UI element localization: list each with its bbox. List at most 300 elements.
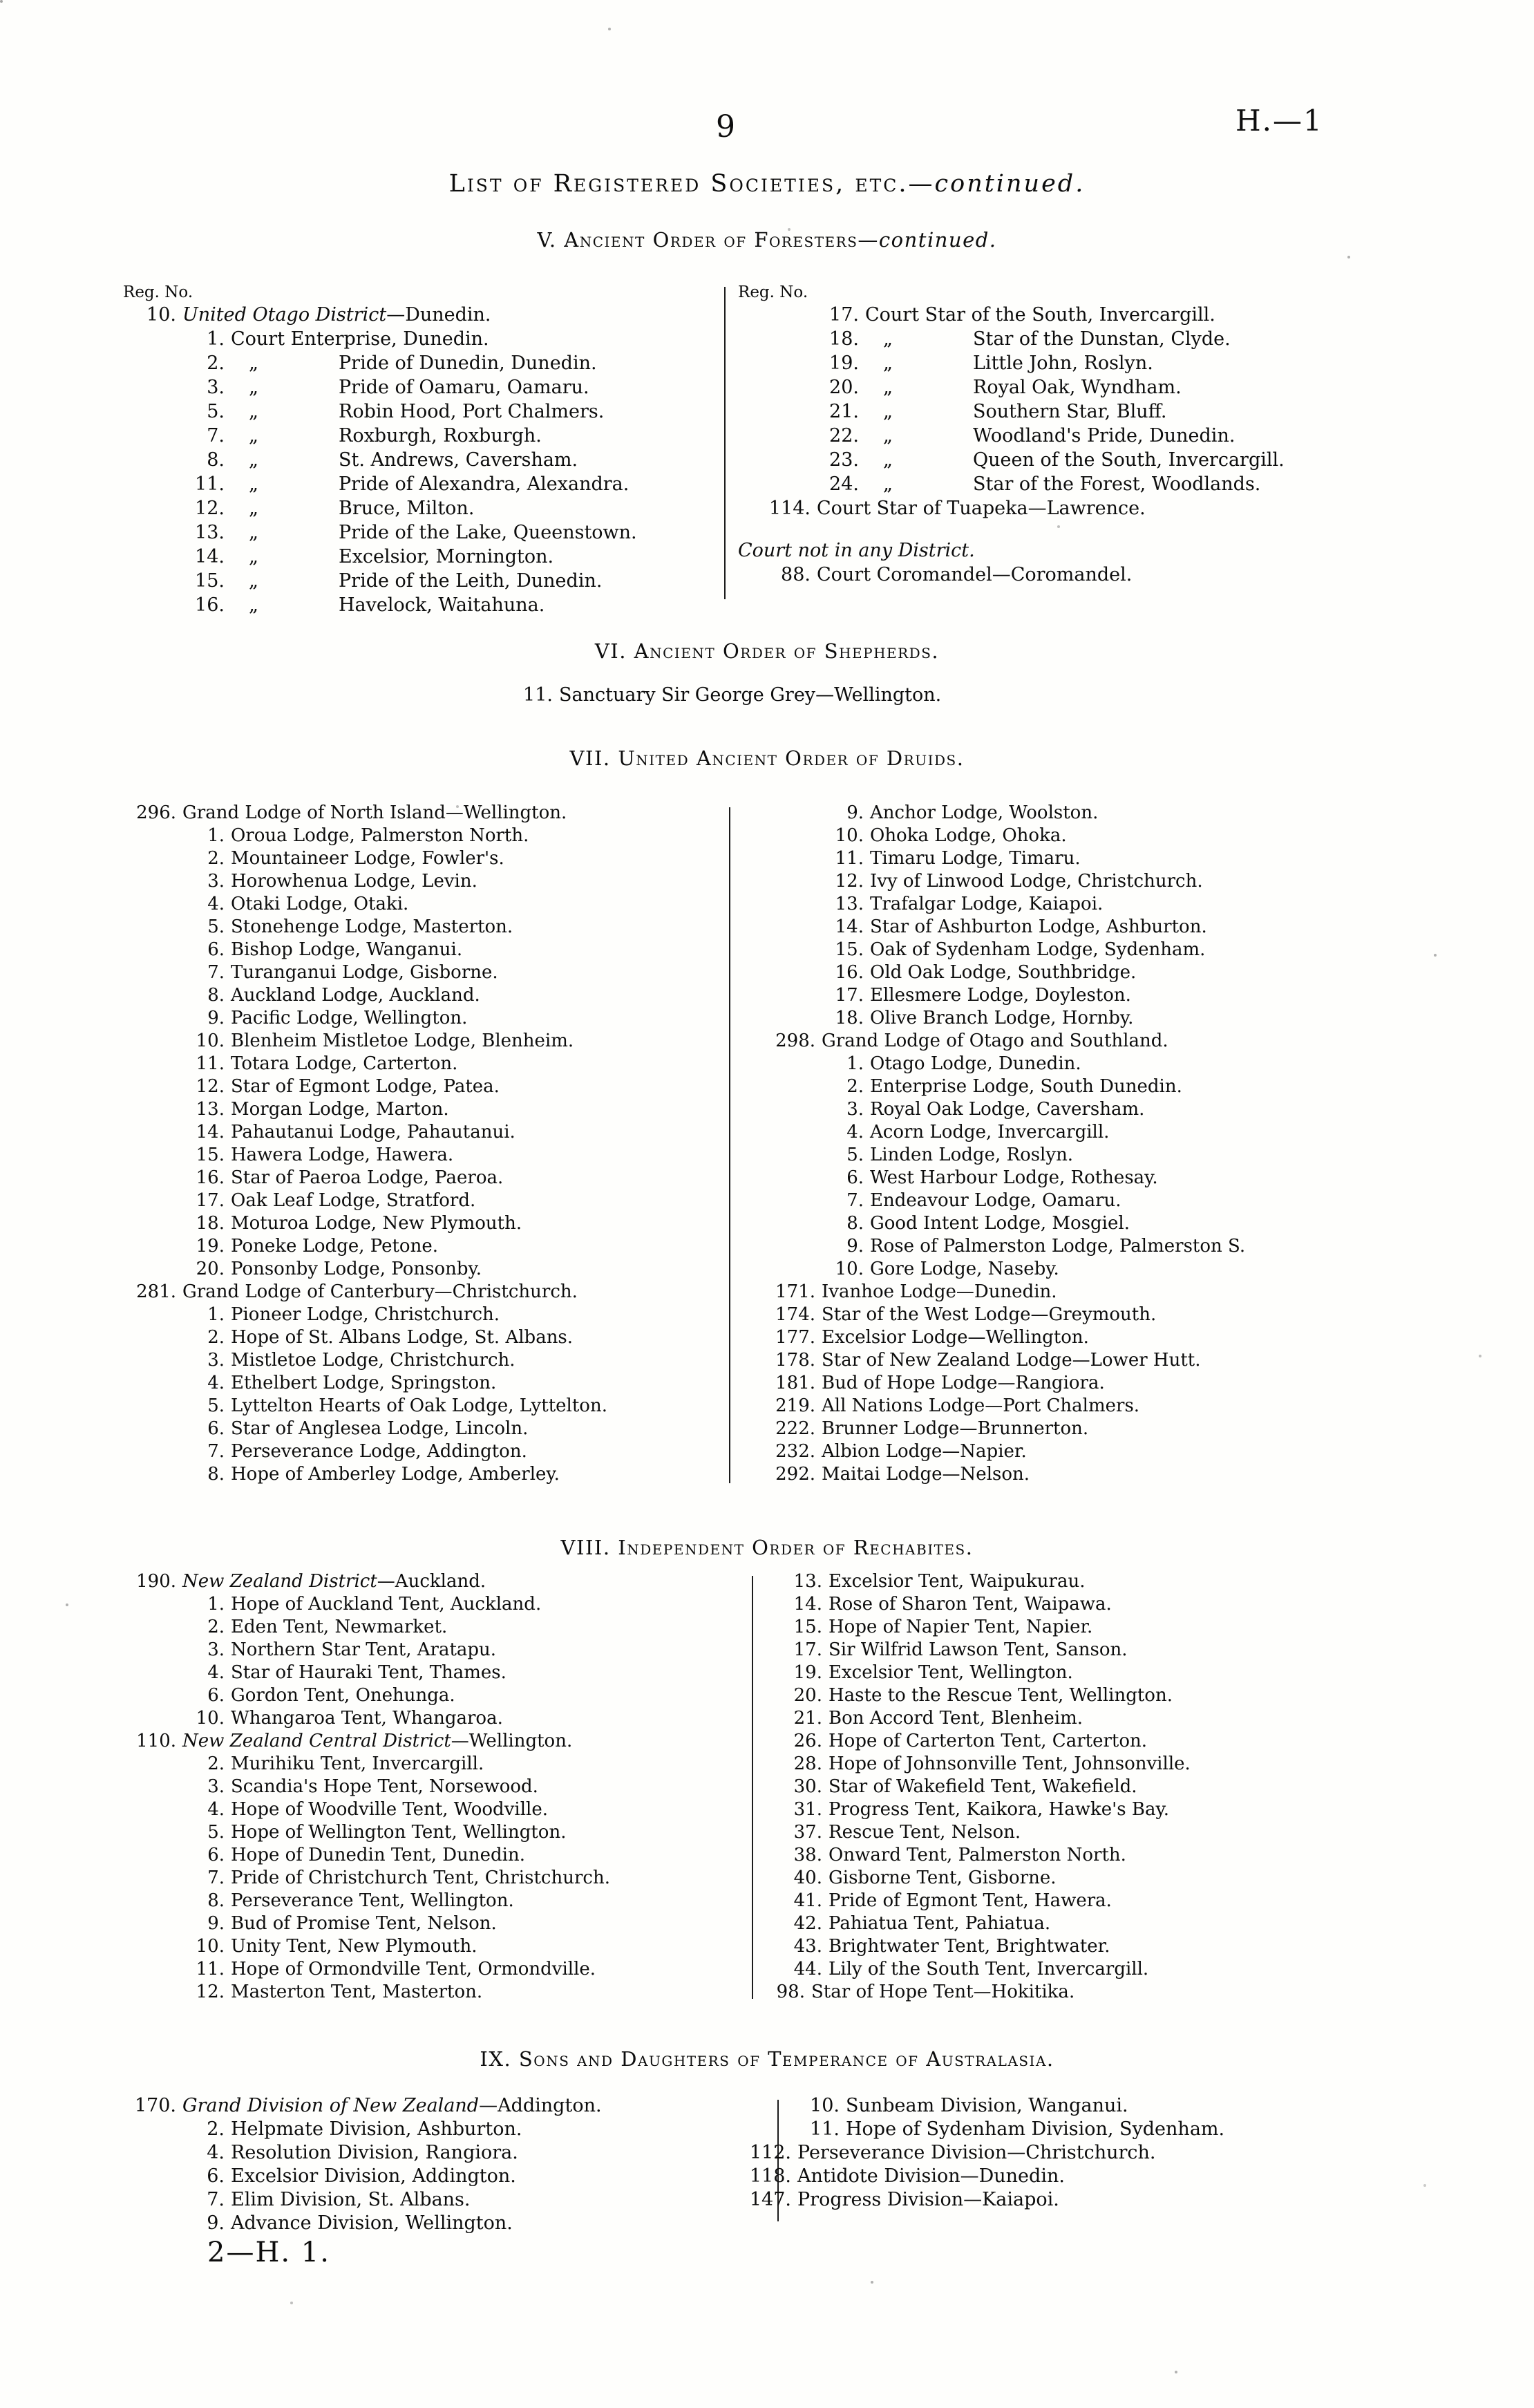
- entry-text: Pacific Lodge, Wellington.: [231, 1008, 468, 1028]
- entry-text: Gisborne Tent, Gisborne.: [828, 1868, 1057, 1888]
- list-item: [104, 1890, 610, 1912]
- entry-text: Bon Accord Tent, Blenheim.: [828, 1708, 1083, 1729]
- list-item: [743, 939, 1245, 961]
- entry-number: 9.: [846, 1236, 864, 1257]
- list-item: [104, 1258, 607, 1281]
- italic-note: [738, 538, 1285, 563]
- entry-number: 7.: [207, 1868, 225, 1888]
- entry-text: Olive Branch Lodge, Hornby.: [870, 1008, 1134, 1028]
- entry-text: Endeavour Lodge, Oamaru.: [870, 1190, 1121, 1211]
- entry-number: 177.: [775, 1327, 815, 1348]
- entry-text: Bud of Promise Tent, Nelson.: [231, 1913, 497, 1934]
- entry-text: Court Enterprise, Dunedin.: [231, 328, 489, 350]
- entry-text: Linden Lodge, Roslyn.: [870, 1145, 1074, 1165]
- entry-number: 3.: [207, 1350, 225, 1371]
- column-divider: [729, 807, 730, 1483]
- list-item: [104, 593, 637, 617]
- list-item: [104, 2212, 602, 2235]
- entry-number: 20.: [829, 377, 859, 398]
- list-item: [738, 303, 1285, 327]
- entry-text: Anchor Lodge, Woolston.: [870, 802, 1099, 823]
- entry-text: Ivy of Linwood Lodge, Christchurch.: [870, 871, 1203, 892]
- entry-text: Excelsior Tent, Waipukurau.: [828, 1571, 1086, 1592]
- list-item: [743, 1144, 1245, 1167]
- entry-number: 8.: [207, 1890, 225, 1911]
- list-item: [732, 1730, 1191, 1753]
- ditto-mark: „: [883, 377, 893, 398]
- list-item: [743, 1053, 1245, 1075]
- list-item: [104, 1326, 607, 1349]
- entry-number: 3.: [207, 1776, 225, 1797]
- entry-text: Rose of Sharon Tent, Waipawa.: [828, 1594, 1112, 1615]
- entry-number: 14.: [835, 916, 864, 937]
- entry-text: Horowhenua Lodge, Levin.: [231, 871, 477, 892]
- list-item: [104, 1349, 607, 1372]
- list-item: [104, 1075, 607, 1098]
- entry-text: Hope of Wellington Tent, Wellington.: [231, 1822, 567, 1843]
- ditto-mark: „: [883, 425, 893, 446]
- entry-text: Bud of Hope Lodge—Rangiora.: [822, 1373, 1105, 1393]
- entry-number: 2.: [207, 848, 225, 869]
- list-item: [104, 1753, 610, 1776]
- entry-text: Excelsior, Mornington.: [339, 546, 554, 567]
- entry-text: Otago Lodge, Dunedin.: [870, 1053, 1081, 1074]
- list-item: [104, 2165, 602, 2188]
- entry-number: 147.: [749, 2189, 791, 2210]
- entry-text: Grand Lodge of Otago and Southland.: [822, 1031, 1168, 1051]
- entry-text: Queen of the South, Invercargill.: [973, 449, 1285, 471]
- list-item: [743, 1395, 1245, 1418]
- entry-text: Bishop Lodge, Wanganui.: [231, 939, 463, 960]
- entry-text: Resolution Division, Rangiora.: [231, 2142, 518, 2163]
- list-item: [732, 1616, 1191, 1639]
- entry-text: Star of Ashburton Lodge, Ashburton.: [870, 916, 1207, 937]
- entry-text: Royal Oak, Wyndham.: [973, 377, 1182, 398]
- entry-number: 44.: [793, 1959, 822, 1979]
- list-item: [104, 1639, 610, 1662]
- entry-text: Antidote Division—Dunedin.: [797, 2165, 1065, 2187]
- entry-number: 4.: [207, 1373, 225, 1393]
- list-item: [104, 1144, 607, 1167]
- list-item: [732, 1821, 1191, 1844]
- list-item: [743, 1418, 1245, 1440]
- entry-number: 9.: [846, 802, 864, 823]
- entry-text: St. Andrews, Caversham.: [339, 449, 578, 471]
- list-item: [732, 1912, 1191, 1935]
- entry-text: Grand Lodge of Canterbury—Christchurch.: [182, 1281, 578, 1302]
- list-item: [719, 2094, 1224, 2118]
- entry-number: 7.: [207, 1441, 225, 1462]
- entry-text: Mountaineer Lodge, Fowler's.: [231, 848, 504, 869]
- entry-text: Hope of Woodville Tent, Woodville.: [231, 1799, 548, 1820]
- entry-text: Court Star of Tuapeka—Lawrence.: [817, 498, 1146, 519]
- entry-text: Timaru Lodge, Timaru.: [870, 848, 1081, 869]
- list-item: [732, 1867, 1191, 1890]
- entry-text: Southern Star, Bluff.: [973, 401, 1167, 422]
- list-item: [743, 961, 1245, 984]
- list-item: [104, 1662, 610, 1684]
- foresters-right-list: [738, 303, 1285, 587]
- entry-text: Hawera Lodge, Hawera.: [231, 1145, 454, 1165]
- list-item: [104, 1167, 607, 1189]
- list-item: [732, 1958, 1191, 1981]
- entry-number: 5.: [207, 1395, 225, 1416]
- list-item: [732, 1890, 1191, 1912]
- entry-number: 4.: [846, 1122, 864, 1142]
- entry-number: 14.: [195, 546, 225, 567]
- entry-text: Brunner Lodge—Brunnerton.: [822, 1418, 1089, 1439]
- entry-text: Pride of Christchurch Tent, Christchurch.: [231, 1868, 610, 1888]
- ditto-mark: „: [249, 449, 258, 471]
- entry-text: Trafalgar Lodge, Kaiapoi.: [870, 894, 1104, 914]
- shepherds-entry: [480, 683, 941, 707]
- signature-footnote: 2—H. 1.: [207, 2237, 330, 2268]
- list-item: [732, 1570, 1191, 1593]
- entry-text: Hope of Ormondville Tent, Ormondville.: [231, 1959, 596, 1979]
- entry-text: Totara Lodge, Carterton.: [231, 1053, 458, 1074]
- entry-number: 21.: [793, 1708, 822, 1729]
- list-item: [104, 2094, 602, 2118]
- section-heading-shepherds: VI. Ancient Order of Shepherds.: [594, 639, 940, 663]
- list-item: [104, 545, 637, 569]
- entry-number: 11.: [835, 848, 864, 869]
- entry-number: 1.: [207, 1304, 225, 1325]
- ditto-mark: „: [249, 546, 258, 567]
- entry-text: Star of the Dunstan, Clyde.: [973, 328, 1231, 350]
- entry-text: Star of New Zealand Lodge—Lower Hutt.: [822, 1350, 1201, 1371]
- list-item: [732, 1844, 1191, 1867]
- list-item: [104, 327, 637, 351]
- entry-text: Onward Tent, Palmerston North.: [828, 1845, 1126, 1865]
- entry-number: 3.: [207, 871, 225, 892]
- entry-text: Sir Wilfrid Lawson Tent, Sanson.: [828, 1639, 1128, 1660]
- entry-number: 16.: [835, 962, 864, 983]
- list-item: [732, 1707, 1191, 1730]
- entry-text: Stonehenge Lodge, Masterton.: [231, 916, 513, 937]
- entry-text: Helpmate Division, Ashburton.: [231, 2118, 522, 2140]
- entry-number: 98.: [776, 1982, 805, 2002]
- shepherds-list: [480, 683, 941, 707]
- rechabites-right-column: [732, 1570, 1191, 2004]
- page-title-main: List of Registered Societies, etc.—: [448, 170, 935, 198]
- list-item: [104, 1440, 607, 1463]
- list-item: [104, 1844, 610, 1867]
- entry-text: Perseverance Tent, Wellington.: [231, 1890, 514, 1911]
- entry-number: 88.: [781, 564, 811, 585]
- entry-text: New Zealand Central District—Wellington.: [182, 1731, 573, 1751]
- entry-text: Little John, Roslyn.: [973, 352, 1153, 374]
- entry-text: Good Intent Lodge, Mosgiel.: [870, 1213, 1130, 1234]
- entry-number: 2.: [207, 1753, 225, 1774]
- list-item: [743, 1440, 1245, 1463]
- entry-number: 7.: [207, 2189, 225, 2210]
- entry-number: 15.: [195, 570, 225, 592]
- entry-number: 6.: [207, 1685, 225, 1706]
- entry-text: Pioneer Lodge, Christchurch.: [231, 1304, 500, 1325]
- entry-number: 5.: [846, 1145, 864, 1165]
- entry-text: Murihiku Tent, Invercargill.: [231, 1753, 484, 1774]
- entry-text: Mistletoe Lodge, Christchurch.: [231, 1350, 515, 1371]
- list-item: [104, 1212, 607, 1235]
- entry-text: Oak of Sydenham Lodge, Sydenham.: [870, 939, 1206, 960]
- entry-number: 1.: [207, 328, 225, 350]
- list-item: [743, 1030, 1245, 1053]
- entry-number: 2.: [207, 2118, 225, 2140]
- section-heading-foresters: V. Ancient Order of Foresters—continued.: [537, 228, 997, 252]
- entry-text: Ivanhoe Lodge—Dunedin.: [822, 1281, 1057, 1302]
- entry-number: 20.: [793, 1685, 822, 1706]
- list-item: [738, 448, 1285, 472]
- entry-text: Unity Tent, New Plymouth.: [231, 1936, 477, 1957]
- entry-number: 170.: [134, 2095, 176, 2116]
- entry-text: Star of the West Lodge—Greymouth.: [822, 1304, 1157, 1325]
- entry-text: Hope of Auckland Tent, Auckland.: [231, 1594, 542, 1615]
- entry-text: Progress Tent, Kaikora, Hawke's Bay.: [828, 1799, 1169, 1820]
- entry-number: 17.: [793, 1639, 822, 1660]
- entry-text: Whangaroa Tent, Whangaroa.: [231, 1708, 503, 1729]
- list-item: [719, 2118, 1224, 2141]
- list-item: [104, 1189, 607, 1212]
- entry-number: 7.: [207, 962, 225, 983]
- entry-text: Ponsonby Lodge, Ponsonby.: [231, 1259, 482, 1279]
- entry-text: Robin Hood, Port Chalmers.: [339, 401, 605, 422]
- entry-text: Perseverance Division—Christchurch.: [797, 2142, 1156, 2163]
- entry-number: 31.: [793, 1799, 822, 1820]
- list-item: [738, 399, 1285, 424]
- temperance-left-column: [104, 2094, 602, 2235]
- entry-number: 37.: [793, 1822, 822, 1843]
- entry-number: 40.: [793, 1868, 822, 1888]
- entry-number: 3.: [846, 1099, 864, 1120]
- entry-text: Lyttelton Hearts of Oak Lodge, Lyttelton.: [231, 1395, 607, 1416]
- list-item: [743, 1372, 1245, 1395]
- list-item: [104, 1958, 610, 1981]
- entry-text: Hope of Carterton Tent, Carterton.: [828, 1731, 1147, 1751]
- entry-number: 12.: [196, 1982, 225, 2002]
- list-item: [732, 1981, 1191, 2004]
- column-divider: [724, 287, 726, 599]
- entry-number: 6.: [207, 1418, 225, 1439]
- entry-number: 112.: [749, 2142, 791, 2163]
- list-item: [719, 2165, 1224, 2188]
- list-item: [104, 825, 607, 847]
- list-item: [104, 1684, 610, 1707]
- ditto-mark: „: [883, 401, 893, 422]
- entry-number: 11.: [195, 473, 225, 495]
- ditto-mark: „: [249, 352, 258, 374]
- entry-number: 219.: [775, 1395, 815, 1416]
- entry-text: Royal Oak Lodge, Caversham.: [870, 1099, 1145, 1120]
- list-item: [104, 847, 607, 870]
- entry-number: 2.: [207, 352, 225, 374]
- ditto-mark: „: [249, 522, 258, 543]
- entry-number: 16.: [196, 1167, 225, 1188]
- list-item: [104, 2188, 602, 2212]
- rechabites-right-list: [732, 1570, 1191, 2004]
- list-item: [732, 1684, 1191, 1707]
- list-item: [104, 351, 637, 375]
- list-item: [743, 1463, 1245, 1486]
- entry-text: Star of Anglesea Lodge, Lincoln.: [231, 1418, 529, 1439]
- list-item: [104, 375, 637, 399]
- entry-text: Otaki Lodge, Otaki.: [231, 894, 409, 914]
- entry-text: Lily of the South Tent, Invercargill.: [828, 1959, 1149, 1979]
- entry-text: Grand Lodge of North Island—Wellington.: [182, 802, 567, 823]
- list-item: [743, 870, 1245, 893]
- entry-number: 190.: [136, 1571, 176, 1592]
- entry-number: 10.: [810, 2095, 840, 2116]
- entry-text: Hope of St. Albans Lodge, St. Albans.: [231, 1327, 574, 1348]
- entry-number: 292.: [775, 1464, 815, 1485]
- list-item: [104, 569, 637, 593]
- entry-number: 7.: [846, 1190, 864, 1211]
- entry-number: 114.: [768, 498, 811, 519]
- entry-number: 1.: [846, 1053, 864, 1074]
- list-item: [743, 984, 1245, 1007]
- entry-text: Blenheim Mistletoe Lodge, Blenheim.: [231, 1031, 574, 1051]
- list-item: [104, 1616, 610, 1639]
- list-item: [104, 1418, 607, 1440]
- entry-text: Star of Wakefield Tent, Wakefield.: [828, 1776, 1137, 1797]
- list-item: [719, 2141, 1224, 2165]
- list-item: [104, 1935, 610, 1958]
- entry-number: 5.: [207, 1822, 225, 1843]
- entry-text: Albion Lodge—Napier.: [822, 1441, 1027, 1462]
- entry-number: 3.: [207, 377, 225, 398]
- entry-text: Northern Star Tent, Aratapu.: [231, 1639, 497, 1660]
- list-item: [104, 1707, 610, 1730]
- entry-number: 13.: [793, 1571, 822, 1592]
- entry-number: 18.: [829, 328, 859, 350]
- entry-text: Pride of Egmont Tent, Hawera.: [828, 1890, 1112, 1911]
- entry-text: Pride of the Lake, Queenstown.: [339, 522, 637, 543]
- document-reference: H.—1: [1235, 104, 1323, 138]
- foresters-right-column: [738, 282, 1285, 587]
- list-item: [104, 424, 637, 448]
- list-item: [104, 1007, 607, 1030]
- list-item: [104, 1798, 610, 1821]
- entry-text: Moturoa Lodge, New Plymouth.: [231, 1213, 522, 1234]
- list-item: [732, 1639, 1191, 1662]
- entry-number: 7.: [207, 425, 225, 446]
- list-item: [104, 1867, 610, 1890]
- list-item: [104, 303, 637, 327]
- list-item: [738, 375, 1285, 399]
- entry-number: 22.: [829, 425, 859, 446]
- entry-text: Grand Division of New Zealand—Addington.: [182, 2095, 602, 2116]
- entry-number: 19.: [829, 352, 859, 374]
- list-item: [738, 327, 1285, 351]
- entry-number: 18.: [835, 1008, 864, 1028]
- entry-number: 9.: [207, 1008, 225, 1028]
- list-item: [743, 1281, 1245, 1304]
- scan-speckles: [0, 0, 3, 3]
- list-item: [719, 2188, 1224, 2212]
- entry-text: United Otago District—Dunedin.: [182, 304, 491, 326]
- entry-text: Star of Egmont Lodge, Patea.: [231, 1076, 500, 1097]
- entry-text: Masterton Tent, Masterton.: [231, 1982, 483, 2002]
- list-item: [732, 1776, 1191, 1798]
- entry-text: Progress Division—Kaiapoi.: [797, 2189, 1059, 2210]
- entry-number: 118.: [749, 2165, 791, 2187]
- list-item: [104, 2141, 602, 2165]
- entry-number: 178.: [775, 1350, 815, 1371]
- entry-number: 6.: [846, 1167, 864, 1188]
- list-item: [732, 1593, 1191, 1616]
- entry-text: Enterprise Lodge, South Dunedin.: [870, 1076, 1182, 1097]
- rechabites-left-column: [104, 1570, 610, 2004]
- entry-number: 19.: [793, 1662, 822, 1683]
- entry-number: 110.: [136, 1731, 176, 1751]
- entry-text: Pride of Dunedin, Dunedin.: [339, 352, 597, 374]
- entry-text: Sanctuary Sir George Grey—Wellington.: [559, 684, 942, 706]
- entry-number: 21.: [829, 401, 859, 422]
- list-item: [104, 939, 607, 961]
- entry-number: 41.: [793, 1890, 822, 1911]
- section-heading-rechabites: VIII. Independent Order of Rechabites.: [560, 1536, 974, 1559]
- entry-number: 13.: [195, 522, 225, 543]
- list-item: [104, 1821, 610, 1844]
- temperance-right-list: [719, 2094, 1224, 2212]
- ditto-mark: „: [883, 352, 893, 374]
- entry-text: Hope of Johnsonville Tent, Johnsonville.: [828, 1753, 1191, 1774]
- entry-number: 11.: [196, 1053, 225, 1074]
- list-item: [104, 1030, 607, 1053]
- entry-text: Pride of Oamaru, Oamaru.: [339, 377, 589, 398]
- list-item: [104, 1053, 607, 1075]
- ditto-mark: „: [249, 570, 258, 592]
- entry-text: All Nations Lodge—Port Chalmers.: [822, 1395, 1140, 1416]
- entry-number: 13.: [196, 1099, 225, 1120]
- entry-text: Roxburgh, Roxburgh.: [339, 425, 542, 446]
- list-item: [104, 496, 637, 520]
- ditto-mark: „: [249, 401, 258, 422]
- entry-text: Hope of Amberley Lodge, Amberley.: [231, 1464, 560, 1485]
- entry-number: 10.: [146, 304, 176, 326]
- list-item: [732, 1935, 1191, 1958]
- entry-text: Star of Hauraki Tent, Thames.: [231, 1662, 506, 1683]
- list-item: [743, 1258, 1245, 1281]
- list-item: [743, 1098, 1245, 1121]
- ditto-mark: „: [249, 425, 258, 446]
- entry-number: 10.: [196, 1708, 225, 1729]
- list-item: [738, 563, 1285, 587]
- druids-right-column: [743, 802, 1245, 1486]
- entry-number: 15.: [835, 939, 864, 960]
- entry-number: 11.: [196, 1959, 225, 1979]
- list-item: [104, 1281, 607, 1304]
- ditto-mark: „: [249, 377, 258, 398]
- druids-right-list: [743, 802, 1245, 1486]
- entry-text: Rescue Tent, Nelson.: [828, 1822, 1021, 1843]
- entry-number: 2.: [846, 1076, 864, 1097]
- entry-text: Oroua Lodge, Palmerston North.: [231, 825, 529, 846]
- list-item: [743, 1349, 1245, 1372]
- list-item: [104, 472, 637, 496]
- ditto-mark: „: [249, 473, 258, 495]
- list-item: [104, 1372, 607, 1395]
- list-item: [104, 893, 607, 916]
- entry-text: Bruce, Milton.: [339, 498, 475, 519]
- entry-text: Haste to the Rescue Tent, Wellington.: [828, 1685, 1173, 1706]
- list-item: [104, 1395, 607, 1418]
- entry-number: 15.: [793, 1617, 822, 1637]
- list-item: [104, 1570, 610, 1593]
- foresters-left-list: [104, 303, 637, 617]
- entry-text: Scandia's Hope Tent, Norsewood.: [231, 1776, 538, 1797]
- entry-number: 10.: [196, 1031, 225, 1051]
- foresters-left-column: [104, 282, 637, 617]
